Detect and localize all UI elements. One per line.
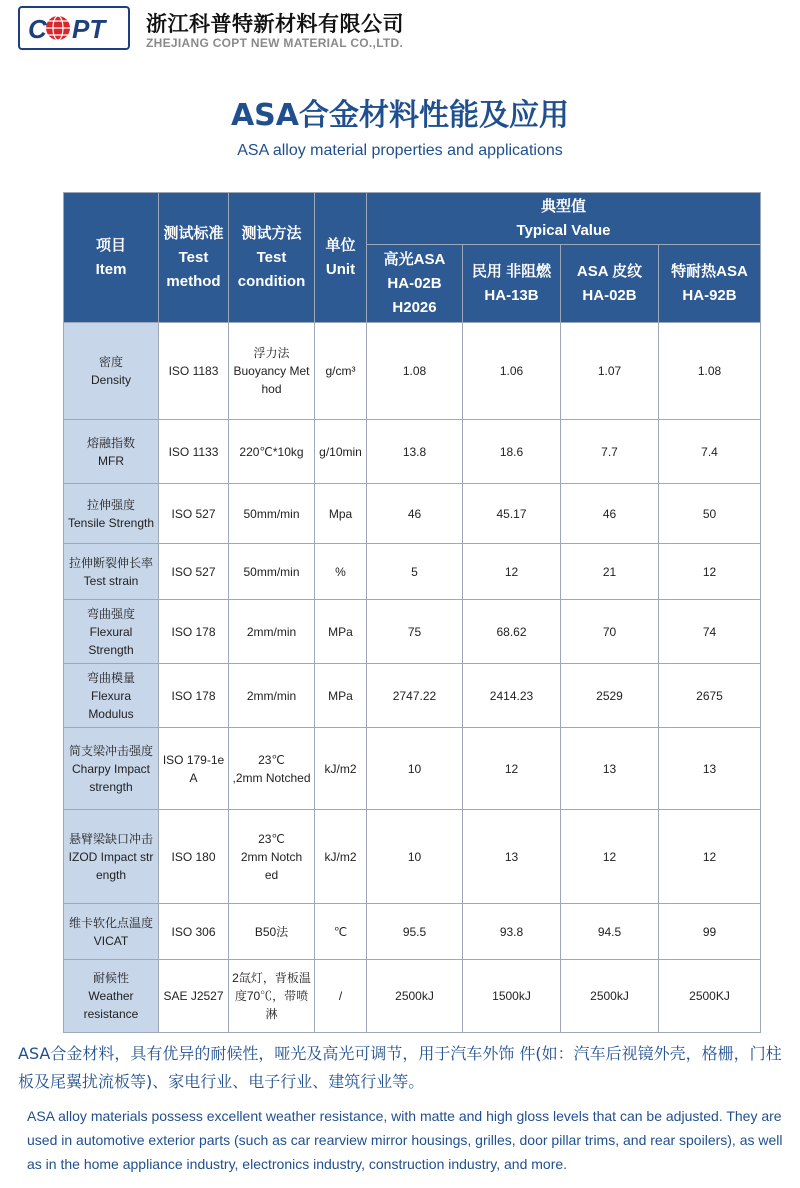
table-row <box>64 600 761 664</box>
cell-test-method: ISO 527 <box>159 544 229 600</box>
header-test-condition: 测试方法 Test condition <box>229 193 315 323</box>
header-grade-ha-92b: 特耐热ASA HA-92B <box>659 245 761 323</box>
cell-value: 18.6 <box>463 420 561 484</box>
cell-value: 21 <box>561 544 659 600</box>
cell-test-condition: 23℃ 2mm Notch ed <box>229 810 315 904</box>
table-row <box>64 728 761 810</box>
cell-unit: MPa <box>315 600 367 664</box>
cell-test-method: SAE J2527 <box>159 960 229 1033</box>
cell-value: 7.4 <box>659 420 761 484</box>
cell-item: 熔融指数 MFR <box>64 420 159 484</box>
cell-value: 2675 <box>659 664 761 728</box>
cell-item: 弯曲模量 Flexura Modulus <box>64 664 159 728</box>
cell-value: 45.17 <box>463 484 561 544</box>
cell-unit: MPa <box>315 664 367 728</box>
company-name-en: ZHEJIANG COPT NEW MATERIAL CO.,LTD. <box>146 36 404 50</box>
cell-test-method: ISO 179-1eA <box>159 728 229 810</box>
table-row <box>64 904 761 960</box>
cell-value: 12 <box>659 810 761 904</box>
cell-value: 46 <box>367 484 463 544</box>
cell-unit: g/10min <box>315 420 367 484</box>
cell-unit: ℃ <box>315 904 367 960</box>
header-typical-value: 典型值 Typical Value <box>367 193 761 245</box>
cell-value: 46 <box>561 484 659 544</box>
cell-test-condition: 220℃*10kg <box>229 420 315 484</box>
cell-value: 2500kJ <box>561 960 659 1033</box>
svg-text:C: C <box>28 14 47 44</box>
table-row <box>64 960 761 1033</box>
cell-value: 13 <box>659 728 761 810</box>
header-unit: 单位 Unit <box>315 193 367 323</box>
cell-value: 50 <box>659 484 761 544</box>
cell-unit: Mpa <box>315 484 367 544</box>
properties-table <box>63 192 761 1033</box>
cell-test-condition: 2mm/min <box>229 664 315 728</box>
cell-value: 2500kJ <box>367 960 463 1033</box>
cell-value: 95.5 <box>367 904 463 960</box>
header-grade-ha-13b: 民用 非阻燃 HA-13B <box>463 245 561 323</box>
cell-value: 2529 <box>561 664 659 728</box>
cell-value: 75 <box>367 600 463 664</box>
cell-unit: / <box>315 960 367 1033</box>
table-row <box>64 664 761 728</box>
cell-value: 13 <box>463 810 561 904</box>
table-row <box>64 484 761 544</box>
cell-item: 密度 Density <box>64 323 159 420</box>
company-name-cn: 浙江科普特新材料有限公司 <box>146 12 404 36</box>
cell-unit: % <box>315 544 367 600</box>
cell-item: 弯曲强度 Flexural Strength <box>64 600 159 664</box>
cell-test-method: ISO 1183 <box>159 323 229 420</box>
company-logo <box>18 6 130 50</box>
cell-value: 2747.22 <box>367 664 463 728</box>
table-row <box>64 420 761 484</box>
cell-test-condition: 50mm/min <box>229 544 315 600</box>
cell-value: 12 <box>463 544 561 600</box>
cell-item: 维卡软化点温度 VICAT <box>64 904 159 960</box>
cell-value: 70 <box>561 600 659 664</box>
cell-value: 13.8 <box>367 420 463 484</box>
header-grade-ha-02b-h2026: 高光ASA HA-02B H2026 <box>367 245 463 323</box>
cell-value: 1500kJ <box>463 960 561 1033</box>
cell-test-condition: 50mm/min <box>229 484 315 544</box>
cell-test-method: ISO 178 <box>159 664 229 728</box>
cell-value: 12 <box>659 544 761 600</box>
cell-value: 1.08 <box>367 323 463 420</box>
cell-value: 12 <box>561 810 659 904</box>
cell-unit: kJ/m2 <box>315 810 367 904</box>
cell-test-method: ISO 306 <box>159 904 229 960</box>
cell-value: 99 <box>659 904 761 960</box>
header-grade-ha-02b: ASA 皮纹 HA-02B <box>561 245 659 323</box>
cell-value: 10 <box>367 810 463 904</box>
cell-test-method: ISO 180 <box>159 810 229 904</box>
cell-unit: g/cm³ <box>315 323 367 420</box>
cell-test-condition: 2mm/min <box>229 600 315 664</box>
page-header <box>0 0 800 58</box>
cell-value: 2414.23 <box>463 664 561 728</box>
cell-value: 1.07 <box>561 323 659 420</box>
cell-item: 悬臂梁缺口冲击 IZOD Impact str ength <box>64 810 159 904</box>
cell-test-condition: 23℃ ,2mm Notched <box>229 728 315 810</box>
cell-value: 10 <box>367 728 463 810</box>
cell-value: 93.8 <box>463 904 561 960</box>
description-cn: ASA合金材料，具有优异的耐候性，哑光及高光可调节，用于汽车外饰 件(如：汽车后视镜外壳，格栅，门柱板及尾翼扰流板等)、家电行业、电子行业、建筑行业等。 <box>18 1044 782 1091</box>
cell-item: 拉伸强度 Tensile Strength <box>64 484 159 544</box>
cell-test-method: ISO 178 <box>159 600 229 664</box>
cell-item: 简支梁冲击强度 Charpy Impact strength <box>64 728 159 810</box>
cell-value: 7.7 <box>561 420 659 484</box>
table-row <box>64 810 761 904</box>
header-test-method: 测试标准 Test method <box>159 193 229 323</box>
header-item: 项目 Item <box>64 193 159 323</box>
cell-value: 68.62 <box>463 600 561 664</box>
cell-test-method: ISO 1133 <box>159 420 229 484</box>
description-en: ASA alloy materials possess excellent weather resistance, with matte and high gloss levels that can be adjusted. They are used in automotive exterior parts (such as car rearview mirror housings, grilles, door pillar trims, and rear spoilers), as well as in the home appliance industry, electronics industry, construction industry, and more. <box>27 1108 783 1172</box>
svg-text:PT: PT <box>72 14 106 44</box>
cell-test-condition: 浮力法 Buoyancy Met hod <box>229 323 315 420</box>
table-row <box>64 544 761 600</box>
cell-value: 1.06 <box>463 323 561 420</box>
page-title: ASA合金材料性能及应用 <box>230 98 570 133</box>
cell-test-method: ISO 527 <box>159 484 229 544</box>
cell-test-condition: B50法 <box>229 904 315 960</box>
table-row <box>64 323 761 420</box>
cell-value: 2500KJ <box>659 960 761 1033</box>
cell-item: 耐候性 Weather resistance <box>64 960 159 1033</box>
cell-test-condition: 2氙灯，背板温 度70℃，带喷淋 <box>229 960 315 1033</box>
cell-value: 1.08 <box>659 323 761 420</box>
page-subtitle: ASA alloy material properties and applications <box>237 142 563 159</box>
cell-value: 12 <box>463 728 561 810</box>
cell-value: 74 <box>659 600 761 664</box>
cell-value: 94.5 <box>561 904 659 960</box>
cell-item: 拉伸断裂伸长率 Test strain <box>64 544 159 600</box>
cell-value: 13 <box>561 728 659 810</box>
cell-value: 5 <box>367 544 463 600</box>
cell-unit: kJ/m2 <box>315 728 367 810</box>
